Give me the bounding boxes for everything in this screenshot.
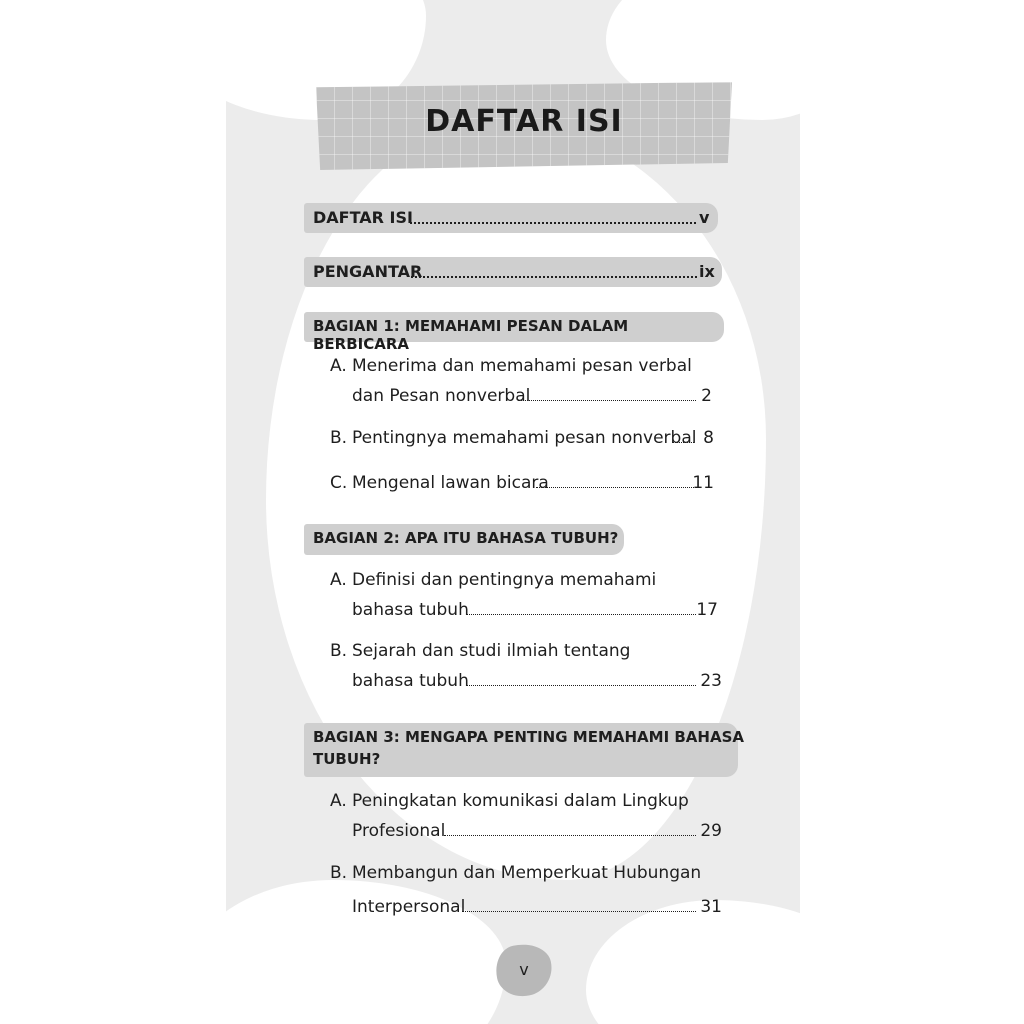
page-title: DAFTAR ISI: [425, 104, 623, 139]
item-title-line2: bahasa tubuh: [352, 600, 469, 620]
page-number: v: [519, 960, 529, 979]
leader-dots: [444, 835, 696, 836]
toc-item-1a[interactable]: [330, 356, 712, 410]
item-title-line1: Definisi dan pentingnya memahami: [352, 570, 657, 590]
item-page: 29: [700, 821, 722, 841]
toc-item-3b[interactable]: [330, 863, 722, 919]
toc-entry-page: ix: [699, 262, 715, 281]
leader-dots: [536, 487, 696, 488]
toc-item-2b[interactable]: [330, 641, 722, 695]
item-title-line2: Interpersonal: [352, 897, 466, 917]
item-title-line1: Peningkatan komunikasi dalam Lingkup: [352, 791, 689, 811]
item-letter: A.: [330, 570, 347, 590]
leader-dots: [672, 442, 694, 443]
toc-entry-label: DAFTAR ISI: [313, 208, 413, 227]
item-page: 23: [700, 671, 722, 691]
section-heading-label-line1: BAGIAN 3: MENGAPA PENTING MEMAHAMI BAHASA: [313, 728, 744, 746]
item-letter: A.: [330, 791, 347, 811]
toc-entry-page: v: [699, 208, 710, 227]
leader-dots: [410, 222, 696, 224]
item-title-line1: Mengenal lawan bicara: [352, 473, 549, 493]
section-heading-label: BAGIAN 2: APA ITU BAHASA TUBUH?: [313, 529, 619, 547]
toc-item-3a[interactable]: [330, 791, 722, 845]
item-letter: B.: [330, 428, 348, 448]
item-title-line2: bahasa tubuh: [352, 671, 469, 691]
section-heading-bagian-2[interactable]: [304, 524, 624, 555]
item-letter: C.: [330, 473, 348, 493]
item-letter: B.: [330, 863, 348, 883]
item-letter: A.: [330, 356, 347, 376]
item-page: 17: [696, 600, 718, 620]
item-page: 31: [700, 897, 722, 917]
item-title-line1: Pentingnya memahami pesan nonverbal: [352, 428, 697, 448]
section-heading-label-line2: TUBUH?: [313, 750, 381, 768]
leader-dots: [462, 911, 696, 912]
leader-dots: [466, 685, 696, 686]
toc-entry-daftar-isi[interactable]: [304, 203, 718, 233]
toc-item-2a[interactable]: [330, 570, 718, 624]
section-heading-bagian-3[interactable]: [304, 723, 744, 777]
item-page: 11: [692, 473, 714, 493]
leader-dots: [466, 614, 696, 615]
section-heading-bagian-1[interactable]: [304, 312, 724, 353]
section-heading-label: BAGIAN 1: MEMAHAMI PESAN DALAM BERBICARA: [313, 317, 629, 353]
item-title-line1: Membangun dan Memperkuat Hubungan: [352, 863, 702, 883]
leader-dots: [518, 400, 696, 401]
toc-entry-label: PENGANTAR: [313, 262, 423, 281]
leader-dots: [411, 276, 697, 278]
item-title-line2: dan Pesan nonverbal: [352, 386, 531, 406]
item-title-line1: Sejarah dan studi ilmiah tentang: [352, 641, 631, 661]
toc-item-1b[interactable]: [330, 428, 714, 452]
item-page: 2: [701, 386, 712, 406]
toc-item-1c[interactable]: [330, 473, 714, 497]
item-letter: B.: [330, 641, 348, 661]
item-title-line2: Profesional: [352, 821, 446, 841]
item-page: 8: [703, 428, 714, 448]
item-title-line1: Menerima dan memahami pesan verbal: [352, 356, 692, 376]
toc-entry-pengantar[interactable]: [304, 257, 722, 287]
